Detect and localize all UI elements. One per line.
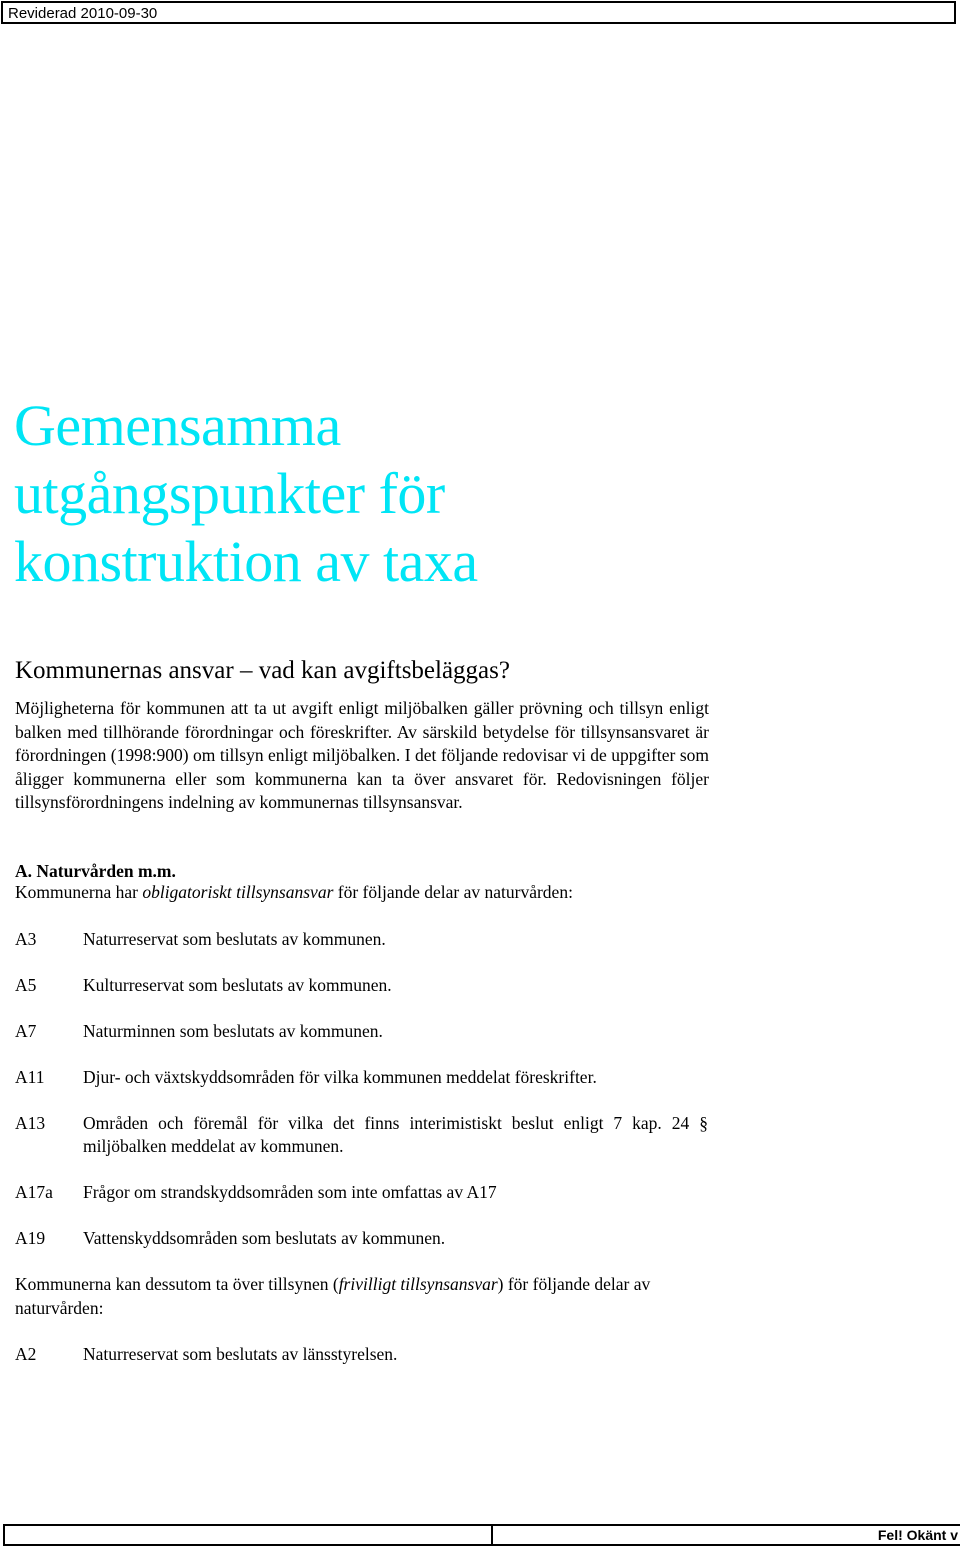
item-code: A17a (15, 1182, 53, 1202)
item-code: A7 (15, 1021, 37, 1041)
voluntary-emphasis: frivilligt tillsynsansvar (338, 1274, 498, 1294)
voluntary-intro-start: Kommunerna kan dessutom ta över tillsynen ( (15, 1274, 339, 1294)
revision-date: Reviderad 2010-09-30 (8, 5, 158, 22)
page-header (1, 1, 956, 24)
obligatory-intro-end: för följande delar av naturvården: (333, 882, 573, 902)
item-code: A5 (15, 975, 37, 995)
item-code: A2 (15, 1344, 37, 1364)
item-description: Frågor om strandskyddsområden som inte omfattas av A17 (83, 1182, 497, 1202)
item-code: A13 (15, 1113, 46, 1133)
item-description: Vattenskyddsområden som beslutats av kommunen. (83, 1228, 446, 1248)
item-code: A3 (15, 929, 37, 949)
item-description: Kulturreservat som beslutats av kommunen. (83, 975, 392, 995)
footer-field-error: Fel! Okänt v (877, 1527, 958, 1543)
intro-paragraph: Möjligheterna för kommunen att ta ut avgift enligt miljöbalken gäller prövning och tillsyn enligt balken med tillhörande förordningar och föreskrifter. Av särskild betydelse för tillsynsansvaret är förordningen (1998:900) om tillsyn enligt miljöbalken. I det följande redovisar vi de uppgifter som åligger kommunerna eller som kommunerna kan ta över ansvaret för. Redovisningen följer tillsynsförordningens indelning av kommunernas tillsynsansvar. (15, 698, 709, 813)
item-description: Områden och föremål för vilka det finns interimistiskt beslut enligt 7 kap. 24 § miljöbalken meddelat av kommunen. (83, 1113, 708, 1156)
item-description: Djur- och växtskyddsområden för vilka kommunen meddelat föreskrifter. (83, 1067, 597, 1087)
item-code: A11 (15, 1067, 45, 1087)
document-title (14, 392, 714, 596)
section-heading: Kommunernas ansvar – vad kan avgiftsbeläggas? (15, 657, 510, 684)
item-code: A19 (15, 1228, 46, 1248)
voluntary-intro (15, 1273, 709, 1320)
naturvarden-heading: A. Naturvården m.m. (15, 861, 176, 881)
item-description: Naturminnen som beslutats av kommunen. (83, 1021, 383, 1041)
item-description: Naturreservat som beslutats av kommunen. (83, 929, 386, 949)
page-footer (3, 1524, 960, 1546)
item-description: Naturreservat som beslutats av länsstyrelsen. (83, 1344, 398, 1364)
title-line-3: konstruktion av taxa (14, 529, 478, 594)
title-line-2: utgångspunkter för (14, 461, 445, 526)
obligatory-emphasis: obligatoriskt tillsynsansvar (142, 882, 334, 902)
footer-divider (491, 1526, 493, 1544)
title-line-1: Gemensamma (14, 393, 341, 458)
obligatory-intro-start: Kommunerna har (15, 882, 143, 902)
voluntary-intro-end: ) för följande delar av naturvården: (15, 1274, 651, 1318)
obligatory-intro (15, 881, 573, 903)
